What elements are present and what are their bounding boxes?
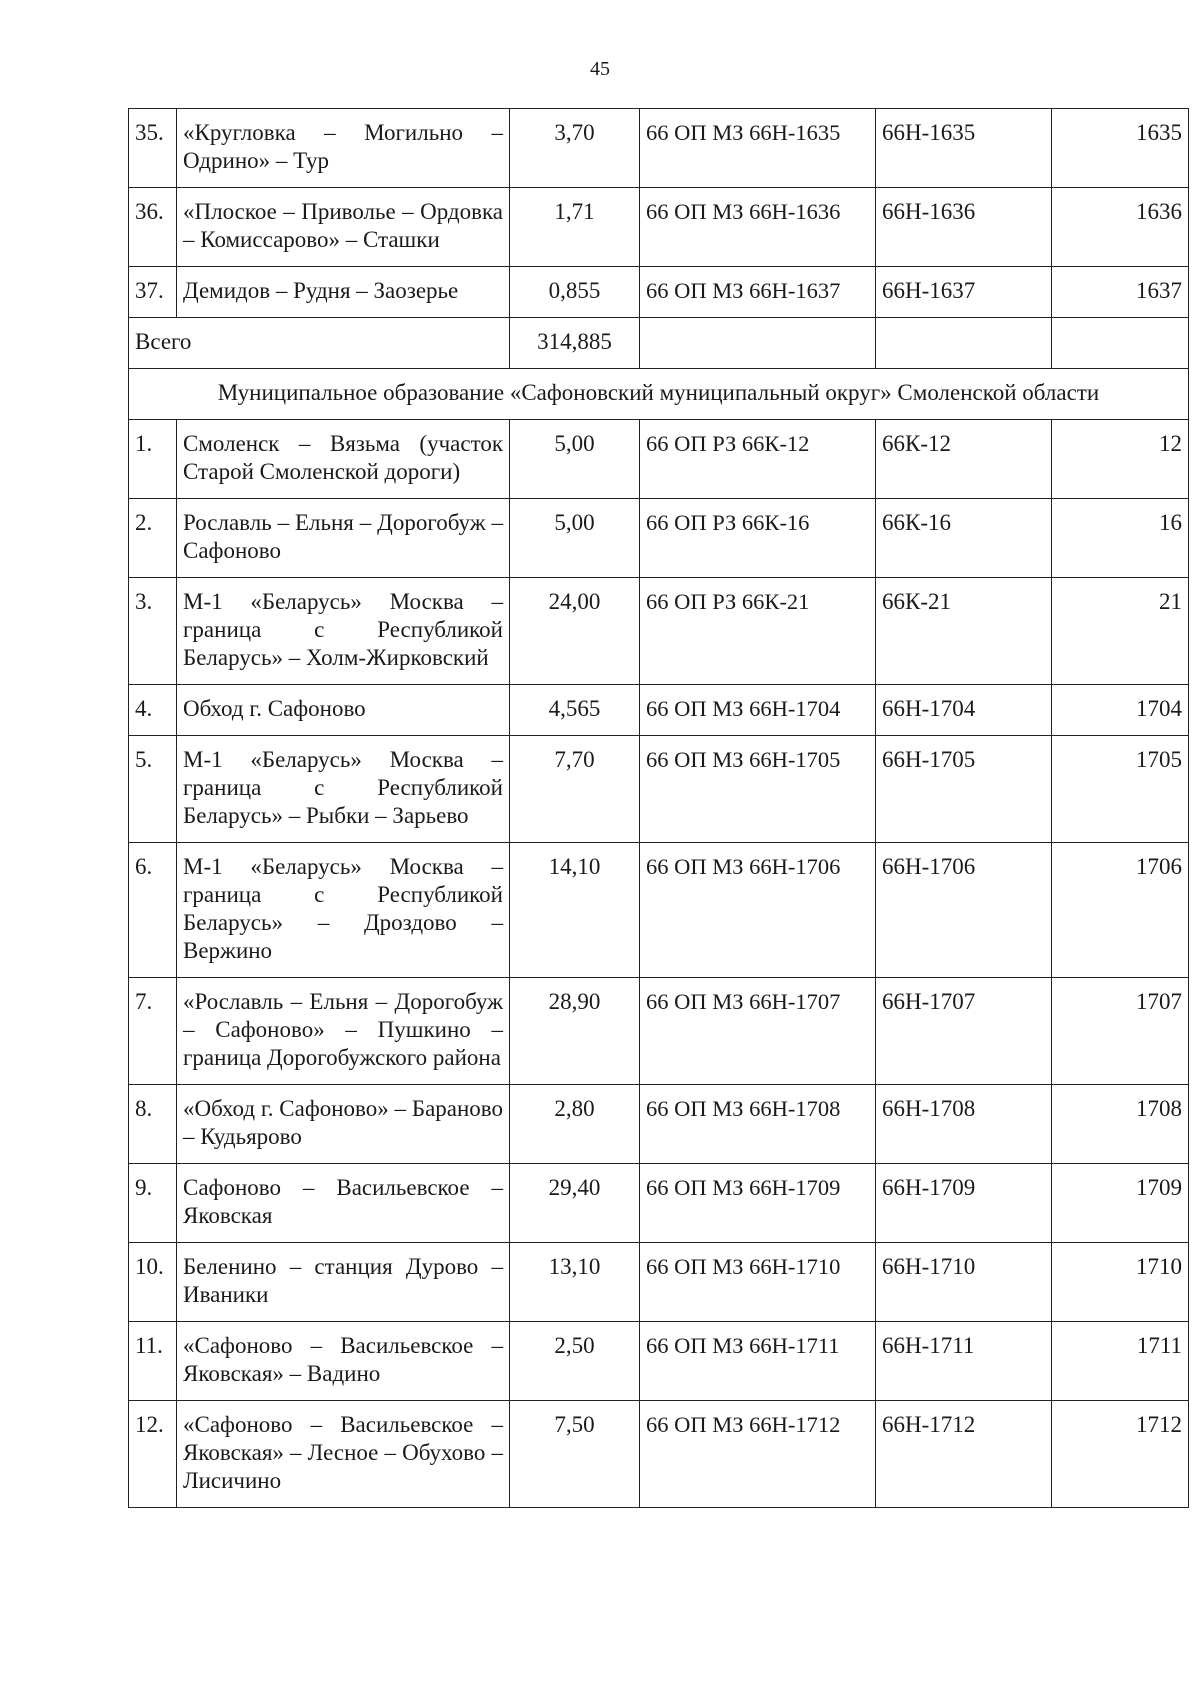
road-reg-number: 66Н-1637: [876, 267, 1052, 318]
table-row: [129, 736, 1189, 843]
road-code: 1637: [1052, 267, 1189, 318]
table-row: [129, 978, 1189, 1085]
row-number: 37.: [129, 267, 177, 318]
road-length: 29,40: [510, 1164, 640, 1243]
row-number: 10.: [129, 1243, 177, 1322]
road-code: 1712: [1052, 1401, 1189, 1508]
row-number: 6.: [129, 843, 177, 978]
row-number: 3.: [129, 578, 177, 685]
road-name: Сафоново – Васильевское – Яковская: [177, 1164, 510, 1243]
section-row: [129, 369, 1189, 420]
table-row: [129, 843, 1189, 978]
row-number: 8.: [129, 1085, 177, 1164]
table-row: [129, 685, 1189, 736]
table-row: [129, 499, 1189, 578]
table-row: [129, 420, 1189, 499]
row-number: 11.: [129, 1322, 177, 1401]
empty-cell: [876, 318, 1052, 369]
road-length: 7,50: [510, 1401, 640, 1508]
total-row: [129, 318, 1189, 369]
road-code: 1709: [1052, 1164, 1189, 1243]
road-name: «Сафоново – Васильевское – Яковская» – Вадино: [177, 1322, 510, 1401]
section-title: Муниципальное образование «Сафоновский муниципальный округ» Смоленской области: [129, 369, 1189, 420]
row-number: 2.: [129, 499, 177, 578]
road-code: 1707: [1052, 978, 1189, 1085]
road-code: 1708: [1052, 1085, 1189, 1164]
row-number: 1.: [129, 420, 177, 499]
road-name: «Кругловка – Могильно – Одрино» – Тур: [177, 109, 510, 188]
road-reg-number: 66Н-1712: [876, 1401, 1052, 1508]
road-name: М-1 «Беларусь» Москва – граница с Республикой Беларусь» – Холм-Жирковский: [177, 578, 510, 685]
road-name: Обход г. Сафоново: [177, 685, 510, 736]
table-row: [129, 109, 1189, 188]
road-reg-number: 66Н-1710: [876, 1243, 1052, 1322]
road-length: 28,90: [510, 978, 640, 1085]
road-name: «Плоское – Приволье – Ордовка – Комиссарово» – Сташки: [177, 188, 510, 267]
road-length: 5,00: [510, 499, 640, 578]
road-name: Беленино – станция Дурово – Иваники: [177, 1243, 510, 1322]
road-code: 12: [1052, 420, 1189, 499]
road-length: 7,70: [510, 736, 640, 843]
row-number: 5.: [129, 736, 177, 843]
road-reg-number: 66Н-1704: [876, 685, 1052, 736]
row-number: 36.: [129, 188, 177, 267]
table-row: [129, 1085, 1189, 1164]
road-id-number: 66 ОП РЗ 66К-16: [640, 499, 876, 578]
road-code: 16: [1052, 499, 1189, 578]
road-reg-number: 66Н-1635: [876, 109, 1052, 188]
road-name: «Рославль – Ельня – Дорогобуж – Сафоново» – Пушкино – граница Дорогобужского района: [177, 978, 510, 1085]
road-code: 1710: [1052, 1243, 1189, 1322]
table-row: [129, 267, 1189, 318]
empty-cell: [1052, 318, 1189, 369]
row-number: 12.: [129, 1401, 177, 1508]
road-id-number: 66 ОП МЗ 66Н-1704: [640, 685, 876, 736]
empty-cell: [640, 318, 876, 369]
road-reg-number: 66К-12: [876, 420, 1052, 499]
table-row: [129, 1322, 1189, 1401]
table-row: [129, 188, 1189, 267]
road-length: 5,00: [510, 420, 640, 499]
road-reg-number: 66К-21: [876, 578, 1052, 685]
road-code: 1636: [1052, 188, 1189, 267]
road-code: 21: [1052, 578, 1189, 685]
road-name: «Сафоново – Васильевское – Яковская» – Лесное – Обухово – Лисичино: [177, 1401, 510, 1508]
row-number: 9.: [129, 1164, 177, 1243]
road-length: 4,565: [510, 685, 640, 736]
road-id-number: 66 ОП МЗ 66Н-1637: [640, 267, 876, 318]
road-reg-number: 66Н-1706: [876, 843, 1052, 978]
road-reg-number: 66Н-1636: [876, 188, 1052, 267]
total-value: 314,885: [510, 318, 640, 369]
roads-table: [128, 108, 1189, 1508]
road-id-number: 66 ОП МЗ 66Н-1710: [640, 1243, 876, 1322]
row-number: 35.: [129, 109, 177, 188]
road-code: 1704: [1052, 685, 1189, 736]
road-name: Рославль – Ельня – Дорогобуж – Сафоново: [177, 499, 510, 578]
road-reg-number: 66Н-1707: [876, 978, 1052, 1085]
road-reg-number: 66Н-1711: [876, 1322, 1052, 1401]
road-id-number: 66 ОП МЗ 66Н-1706: [640, 843, 876, 978]
road-length: 0,855: [510, 267, 640, 318]
road-reg-number: 66Н-1708: [876, 1085, 1052, 1164]
row-number: 4.: [129, 685, 177, 736]
road-length: 2,50: [510, 1322, 640, 1401]
road-id-number: 66 ОП МЗ 66Н-1708: [640, 1085, 876, 1164]
road-name: М-1 «Беларусь» Москва – граница с Республикой Беларусь» – Рыбки – Зарьево: [177, 736, 510, 843]
road-name: Демидов – Рудня – Заозерье: [177, 267, 510, 318]
road-name: Смоленск – Вязьма (участок Старой Смоленской дороги): [177, 420, 510, 499]
road-code: 1705: [1052, 736, 1189, 843]
road-id-number: 66 ОП МЗ 66Н-1711: [640, 1322, 876, 1401]
road-id-number: 66 ОП РЗ 66К-21: [640, 578, 876, 685]
road-reg-number: 66Н-1705: [876, 736, 1052, 843]
road-length: 1,71: [510, 188, 640, 267]
road-id-number: 66 ОП МЗ 66Н-1636: [640, 188, 876, 267]
table-row: [129, 1164, 1189, 1243]
road-id-number: 66 ОП МЗ 66Н-1705: [640, 736, 876, 843]
road-id-number: 66 ОП РЗ 66К-12: [640, 420, 876, 499]
road-reg-number: 66К-16: [876, 499, 1052, 578]
road-reg-number: 66Н-1709: [876, 1164, 1052, 1243]
total-label: Всего: [129, 318, 510, 369]
road-code: 1711: [1052, 1322, 1189, 1401]
road-name: «Обход г. Сафоново» – Бараново – Кудьярово: [177, 1085, 510, 1164]
road-id-number: 66 ОП МЗ 66Н-1712: [640, 1401, 876, 1508]
road-length: 13,10: [510, 1243, 640, 1322]
page-number: 45: [590, 58, 610, 80]
road-code: 1635: [1052, 109, 1189, 188]
road-length: 2,80: [510, 1085, 640, 1164]
table-row: [129, 1243, 1189, 1322]
road-id-number: 66 ОП МЗ 66Н-1707: [640, 978, 876, 1085]
road-id-number: 66 ОП МЗ 66Н-1635: [640, 109, 876, 188]
table-row: [129, 578, 1189, 685]
table-row: [129, 1401, 1189, 1508]
road-length: 24,00: [510, 578, 640, 685]
road-id-number: 66 ОП МЗ 66Н-1709: [640, 1164, 876, 1243]
road-code: 1706: [1052, 843, 1189, 978]
road-length: 14,10: [510, 843, 640, 978]
road-length: 3,70: [510, 109, 640, 188]
road-name: М-1 «Беларусь» Москва – граница с Республикой Беларусь» – Дроздово – Вержино: [177, 843, 510, 978]
row-number: 7.: [129, 978, 177, 1085]
